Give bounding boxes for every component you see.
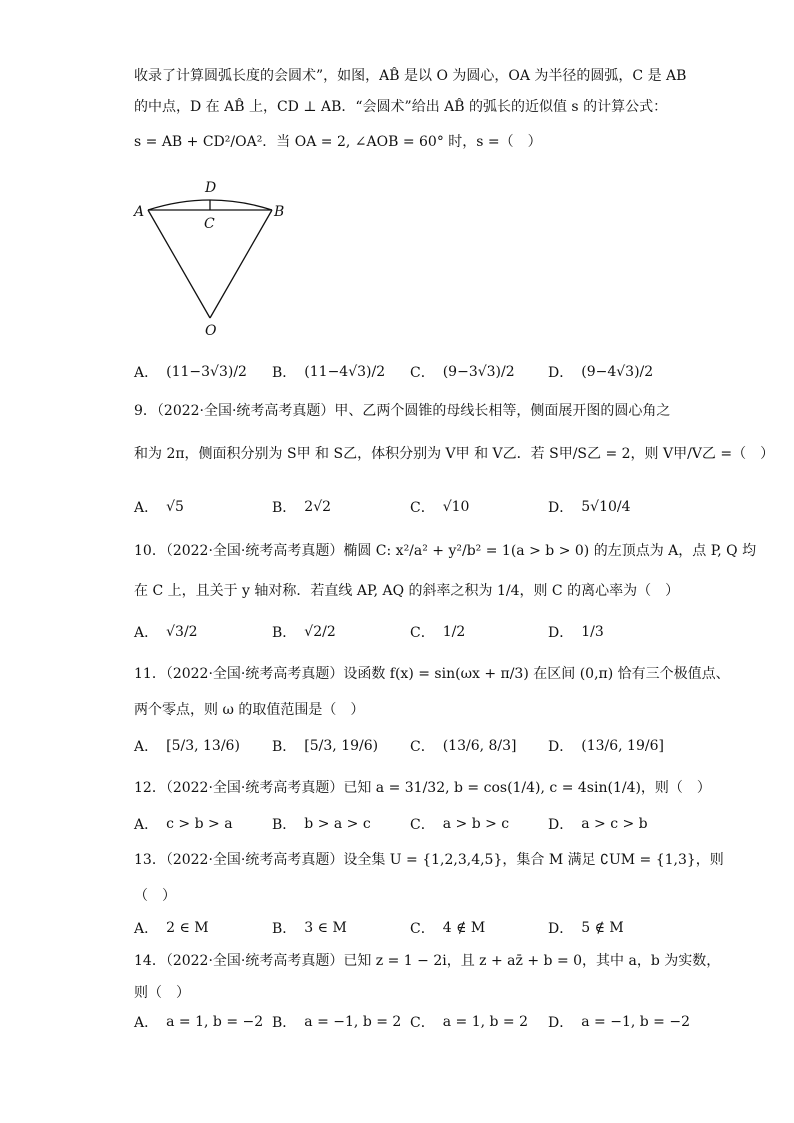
q9-option-d[interactable]: D． 5√10/4 bbox=[548, 499, 631, 516]
q11-options bbox=[134, 730, 694, 762]
q12-options bbox=[134, 808, 694, 840]
label-c: C bbox=[204, 216, 215, 232]
q14-option-a[interactable]: A． a = 1, b = −2 bbox=[134, 1014, 264, 1031]
q14-text-line-1: 14．（2022·全国·统考高考真题）已知 z = 1 − 2i，且 z + az̄ + b = 0，其中 a，b 为实数， bbox=[134, 953, 721, 969]
q9-option-c[interactable]: C． √10 bbox=[410, 499, 470, 516]
q12-option-a[interactable]: A． c > b > a bbox=[134, 816, 233, 833]
q10-option-c[interactable]: C． 1/2 bbox=[410, 624, 466, 641]
q8-option-d[interactable]: D． (9−4√3)/2 bbox=[548, 364, 654, 381]
q13-option-a[interactable]: A． 2 ∈ M bbox=[134, 920, 209, 937]
q8-option-b[interactable]: B． (11−4√3)/2 bbox=[272, 364, 386, 381]
q12-text-line-1: 12．（2022·全国·统考高考真题）已知 a = 31/32, b = cos(1/4), c = 4sin(1/4)，则（ ） bbox=[134, 780, 711, 796]
q8-option-a[interactable]: A． (11−3√3)/2 bbox=[134, 364, 247, 381]
q8-formula-line: s = AB + CD²/OA²．当 OA = 2, ∠AOB = 60° 时，s =（ ） bbox=[134, 134, 542, 150]
arc-diagram-svg bbox=[130, 176, 300, 344]
q9-text-line-1: 9．（2022·全国·统考高考真题）甲、乙两个圆锥的母线长相等，侧面展开图的圆心角之 bbox=[134, 403, 671, 419]
q12-option-c[interactable]: C． a > b > c bbox=[410, 816, 510, 833]
q11-text-line-1: 11．（2022·全国·统考高考真题）设函数 f(x) = sin(ωx + π/3) 在区间 (0,π) 恰有三个极值点、 bbox=[134, 666, 730, 682]
q8-options bbox=[134, 356, 694, 388]
label-d: D bbox=[205, 180, 217, 196]
q13-options bbox=[134, 912, 694, 944]
q9-option-a[interactable]: A． √5 bbox=[134, 499, 184, 516]
q10-option-a[interactable]: A． √3/2 bbox=[134, 624, 198, 641]
label-b: B bbox=[274, 204, 285, 220]
radius-oa bbox=[148, 210, 210, 318]
q14-option-c[interactable]: C． a = 1, b = 2 bbox=[410, 1014, 529, 1031]
q12-option-d[interactable]: D． a > c > b bbox=[548, 816, 648, 833]
label-o: O bbox=[205, 323, 217, 339]
q10-option-b[interactable]: B． √2/2 bbox=[272, 624, 336, 641]
label-a: A bbox=[134, 204, 145, 220]
q14-text-line-2: 则（ ） bbox=[134, 985, 190, 1001]
q10-options bbox=[134, 616, 694, 648]
radius-ob bbox=[210, 210, 272, 318]
q14-option-b[interactable]: B． a = −1, b = 2 bbox=[272, 1014, 402, 1031]
q9-options bbox=[134, 491, 694, 523]
q10-text-line-1: 10．（2022·全国·统考高考真题）椭圆 C: x²/a² + y²/b² = 1(a > b > 0) 的左顶点为 A，点 P, Q 均 bbox=[134, 543, 757, 559]
q11-option-a[interactable]: A． [5/3, 13/6) bbox=[134, 738, 240, 755]
q12-option-b[interactable]: B． b > a > c bbox=[272, 816, 371, 833]
q8-option-c[interactable]: C． (9−3√3)/2 bbox=[410, 364, 515, 381]
q9-text-line-2: 和为 2π，侧面积分别为 S甲 和 S乙，体积分别为 V甲 和 V乙．若 S甲/S乙 = 2，则 V甲/V乙 =（ ） bbox=[134, 446, 775, 462]
q13-option-b[interactable]: B． 3 ∈ M bbox=[272, 920, 347, 937]
q10-text-line-2: 在 C 上，且关于 y 轴对称．若直线 AP, AQ 的斜率之积为 1/4，则 C 的离心率为（ ） bbox=[134, 583, 680, 599]
q13-text-line-2: （ ） bbox=[134, 888, 176, 904]
q13-option-d[interactable]: D． 5 ∉ M bbox=[548, 920, 624, 937]
q13-text-line-1: 13．（2022·全国·统考高考真题）设全集 U = {1,2,3,4,5}，集合 M 满足 ∁UM = {1,3}，则 bbox=[134, 852, 724, 868]
q13-option-c[interactable]: C． 4 ∉ M bbox=[410, 920, 486, 937]
q11-option-c[interactable]: C． (13/6, 8/3] bbox=[410, 738, 517, 755]
q11-option-d[interactable]: D． (13/6, 19/6] bbox=[548, 738, 664, 755]
q14-option-d[interactable]: D． a = −1, b = −2 bbox=[548, 1014, 690, 1031]
q8-text-line-1: 收录了计算圆弧长度的会圆术”，如图，AB̂ 是以 O 为圆心，OA 为半径的圆弧，C 是 AB bbox=[134, 68, 687, 84]
q11-text-line-2: 两个零点，则 ω 的取值范围是（ ） bbox=[134, 702, 365, 718]
q9-option-b[interactable]: B． 2√2 bbox=[272, 499, 332, 516]
q14-options bbox=[134, 1006, 694, 1038]
q8-text-line-2: 的中点，D 在 AB̂ 上，CD ⊥ AB．“会圆术”给出 AB̂ 的弧长的近似值 s 的计算公式： bbox=[134, 99, 668, 115]
q10-option-d[interactable]: D． 1/3 bbox=[548, 624, 604, 641]
arc-diagram bbox=[130, 176, 300, 344]
q11-option-b[interactable]: B． [5/3, 19/6) bbox=[272, 738, 379, 755]
